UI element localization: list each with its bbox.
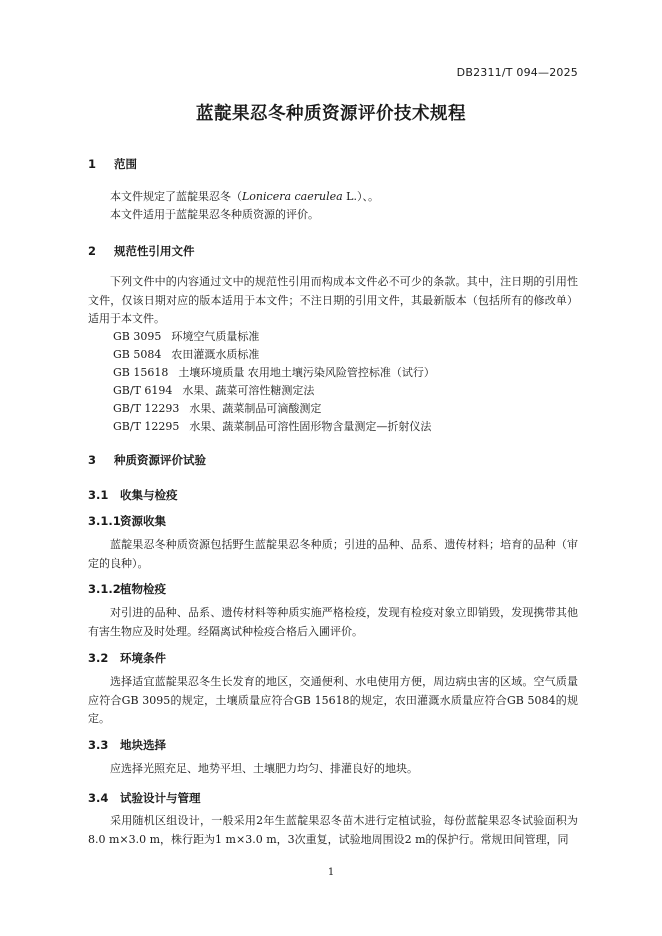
section-title: 种质资源评价试验: [114, 453, 206, 467]
document-title: 蓝靛果忍冬种质资源评价技术规程: [196, 104, 466, 124]
resource-collection-text: 蓝靛果忍冬种质资源包括野生蓝靛果忍冬种质；引进的品种、品系、遗传材料；培育的品种（审定的良种）。: [88, 538, 578, 570]
section-title: 试验设计与管理: [120, 791, 201, 805]
reference-name: 环境空气质量标准: [171, 330, 260, 343]
reference-name: 水果、蔬菜制品可溶性固形物含量测定—折射仪法: [189, 420, 432, 433]
scope-text: 本文件规定了蓝靛果忍冬（: [110, 190, 242, 203]
reference-name: 水果、蔬菜制品可滴酸测定: [189, 402, 322, 415]
section-3-1-1-heading: [88, 513, 166, 529]
section-number: 1: [88, 157, 97, 171]
references-intro: 下列文件中的内容通过文中的规范性引用而构成本文件必不可少的条款。其中，注日期的引用性文件，仅该日期对应的版本适用于本文件；不注日期的引用文件，其最新版本（包括所有的修改单）适用于本文件。: [88, 275, 578, 325]
section-title: 范围: [114, 157, 137, 171]
reference-code: GB 3095: [113, 330, 162, 343]
reference-name: 土壤环境质量 农用地土壤污染风险管控标准（试行）: [178, 366, 435, 379]
reference-code: GB 15618: [113, 366, 169, 379]
section-3-3-heading: [88, 737, 166, 753]
plot-selection-text: 应选择光照充足、地势平坦、土壤肥力均匀、排灌良好的地块。: [110, 762, 418, 775]
section-3-2-heading: [88, 650, 166, 666]
reference-item: [113, 328, 259, 346]
reference-name: 农田灌溉水质标准: [171, 348, 260, 361]
section-title: 收集与检疫: [120, 488, 178, 502]
section-number: 3.4: [88, 791, 109, 805]
scope-text-end: L.）、。: [342, 190, 379, 203]
reference-code: GB/T 6194: [113, 384, 173, 397]
plant-quarantine-text: 对引进的品种、品系、遗传材料等种质实施严格检疫，发现有检疫对象立即销毁，发现携带其他有害生物应及时处理。经隔离试种检疫合格后入圃评价。: [88, 606, 578, 638]
trial-design-text: 采用随机区组设计，一般采用2年生蓝靛果忍冬苗木进行定植试验，每份蓝靛果忍冬试验面积为8.0 m×3.0 m，株行距为1 m×3.0 m，3次重复，试验地周围设2 m的保护行。常规田间管理，同: [88, 814, 578, 846]
reference-item: [113, 418, 431, 436]
section-number: 3.1.1: [88, 514, 121, 528]
section-number: 3: [88, 453, 97, 467]
reference-item: [113, 346, 259, 364]
section-3-4-heading: [88, 790, 201, 806]
section-number: 3.1: [88, 488, 109, 502]
section-title: 环境条件: [120, 651, 166, 665]
latin-name: Lonicera caerulea: [242, 190, 343, 203]
reference-item: [113, 400, 321, 418]
section-number: 3.2: [88, 651, 109, 665]
section-number: 2: [88, 244, 97, 258]
scope-paragraph-2: 本文件适用于蓝靛果忍冬种质资源的评价。: [110, 208, 319, 221]
section-number: 3.3: [88, 738, 109, 752]
section-title: 植物检疫: [120, 582, 166, 596]
scope-paragraph-1: [88, 188, 578, 207]
section-3-1-2-heading: [88, 581, 166, 597]
reference-item: [113, 382, 314, 400]
environment-conditions-text: 选择适宜蓝靛果忍冬生长发育的地区，交通便利、水电使用方便，周边病虫害的区域。空气质量应符合GB 3095的规定，土壤质量应符合GB 15618的规定，农田灌溉水质量应符合GB 5084的规定。: [88, 675, 578, 725]
section-title: 资源收集: [120, 514, 166, 528]
reference-code: GB 5084: [113, 348, 162, 361]
document-number: DB2311/T 094—2025: [456, 66, 578, 79]
section-3-1-heading: [88, 487, 178, 503]
section-number: 3.1.2: [88, 582, 121, 596]
section-1-heading: [88, 156, 137, 172]
section-3-heading: [88, 452, 206, 468]
reference-name: 水果、蔬菜可溶性糖测定法: [182, 384, 315, 397]
reference-item: [113, 364, 435, 382]
page-number: 1: [327, 867, 335, 878]
reference-code: GB/T 12293: [113, 402, 180, 415]
section-2-heading: [88, 243, 195, 259]
reference-code: GB/T 12295: [113, 420, 180, 433]
section-title: 规范性引用文件: [114, 244, 195, 258]
section-title: 地块选择: [120, 738, 166, 752]
